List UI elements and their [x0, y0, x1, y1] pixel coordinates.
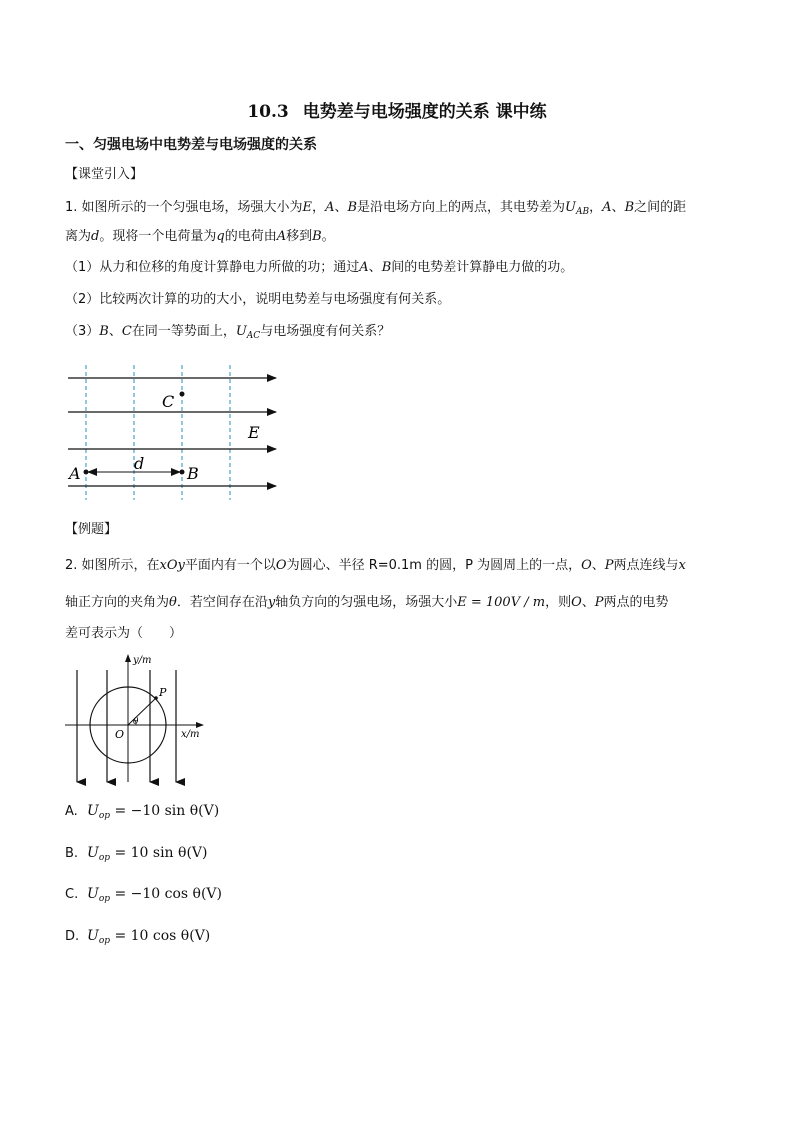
q2-line3: 差可表示为（ ）: [65, 626, 183, 641]
label-c: C: [162, 392, 175, 411]
page-title: [0, 97, 794, 122]
section-heading: 一、匀强电场中电势差与电场强度的关系: [65, 137, 317, 153]
q1-line1: 1. 如图所示的一个匀强电场，场强大小为E，A、B是沿电场方向上的两点，其电势差为$U_{AB}$，A、B之间的距: [65, 200, 687, 217]
option-c[interactable]: C. $U_{op} = -10$ cos θ(V): [65, 886, 222, 904]
field-diagram: [60, 365, 285, 505]
title-text: 电势差与电场强度的关系 课中练: [302, 102, 547, 122]
label-theta: θ: [133, 717, 139, 727]
point-p: [154, 696, 158, 700]
label-y: y/m: [133, 655, 152, 666]
label-e: E: [248, 423, 260, 442]
q2-line1: 2. 如图所示，在xOy平面内有一个以O为圆心、半径 R=0.1m 的圆，P 为圆周上的一点，O、P两点连线与x: [65, 558, 686, 573]
q2-line2: 轴正方向的夹角为θ．若空间存在沿y轴负方向的匀强电场，场强大小E = 100V / m，则O、P两点的电势: [65, 595, 669, 610]
q1-sub3: （3）B、C在同一等势面上，$U_{AC}$与电场强度有何关系？: [65, 324, 391, 341]
option-a[interactable]: A. $U_{op} = -10$ sin θ(V): [65, 803, 220, 821]
q1-line2: 离为d。现将一个电荷量为q的电荷由A移到B。: [65, 229, 335, 244]
label-b: B: [187, 464, 199, 483]
label-p: P: [159, 686, 167, 699]
example-tag: 【例题】: [65, 522, 118, 537]
label-d: d: [134, 454, 145, 473]
point-a: [84, 470, 89, 475]
label-a: A: [69, 464, 81, 483]
point-b: [180, 470, 185, 475]
label-o: O: [115, 728, 125, 741]
option-b[interactable]: B. $U_{op} = 10$ sin θ(V): [65, 845, 208, 863]
q1-sub1: （1）从力和位移的角度计算静电力所做的功；通过A、B间的电势差计算静电力做的功。: [65, 260, 574, 275]
label-x: x/m: [181, 729, 200, 740]
option-d[interactable]: D. $U_{op} = 10$ cos θ(V): [65, 928, 211, 946]
intro-tag: 【课堂引入】: [65, 167, 144, 182]
point-c: [180, 392, 185, 397]
q1-sub2: （2）比较两次计算的功的大小，说明电势差与电场强度有何关系。: [65, 292, 451, 307]
circle-field-diagram: [63, 652, 213, 787]
title-number: 10.3: [247, 102, 289, 122]
